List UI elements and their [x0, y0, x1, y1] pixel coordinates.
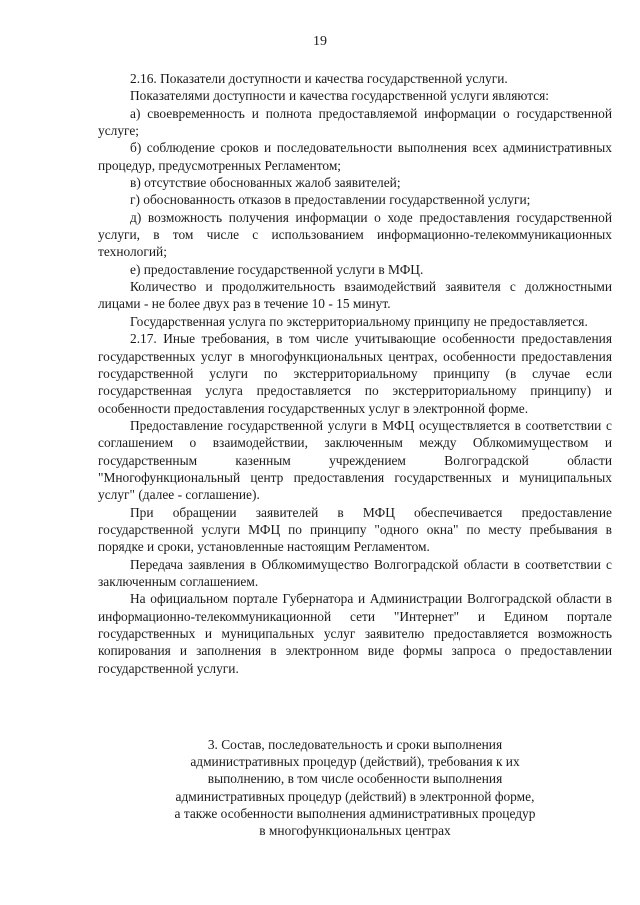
- paragraph-transfer: Передача заявления в Облкомимущество Волгоградской области в соответствии с заключенным соглашением.: [98, 556, 612, 589]
- heading-line: 3. Состав, последовательность и сроки выполнения: [207, 737, 503, 752]
- paragraph-2-17: 2.17. Иные требования, в том числе учитывающие особенности предоставления государственных услуг в многофункциональных центрах, особенности предоставления государственной услуги по экстерриториальному принципу (в случае если государственная услуга предоставляется по экстерриториальному принципу) и особенности предоставления государственных услуг в электронной форме.: [98, 331, 612, 416]
- heading-line: выполнению, в том числе особенности выполнения: [207, 771, 503, 787]
- paragraph-2-16-heading: 2.16. Показатели доступности и качества государственной услуги.: [130, 71, 508, 86]
- document-body: [98, 70, 612, 677]
- paragraph-one-window: При обращении заявителей в МФЦ обеспечивается предоставление государственной услуги МФЦ по принципу "одного окна" по месту пребывания в порядке и сроки, установленные настоящим Регламентом.: [98, 504, 612, 555]
- list-item-d: д) возможность получения информации о ходе предоставления государственной услуги, в том числе с использованием информационно-телекоммуникационных технологий;: [98, 209, 612, 260]
- heading-line: административных процедур (действий) в электронной форме,: [175, 788, 535, 804]
- list-item-v: в) отсутствие обоснованных жалоб заявителей;: [130, 175, 401, 191]
- paragraph-portal: На официальном портале Губернатора и Администрации Волгоградской области в информационно-телекоммуникационной сети "Интернет" и Едином портале государственных и муниципальных услуг заявителю предоставляется возможность копирования и заполнения в электронном виде формы запроса о предоставлении государственной услуги.: [98, 591, 612, 676]
- list-item-g: г) обоснованность отказов в предоставлении государственной услуги;: [130, 192, 531, 208]
- paragraph-interactions: Количество и продолжительность взаимодействий заявителя с должностными лицами - не более двух раз в течение 10 - 15 минут.: [98, 279, 612, 312]
- page-number: 19: [313, 34, 327, 49]
- paragraph-mfc-agreement: Предоставление государственной услуги в МФЦ осуществляется в соответствии с соглашением о взаимодействии, заключенным между Облкомимуществом и государственным казенным учреждением Волгоградской области "Многофункциональный центр предоставления государственных и муниципальных услуг" (далее - соглашение).: [98, 417, 612, 503]
- heading-line: в многофункциональных центрах: [259, 823, 451, 839]
- list-item-e: е) предоставление государственной услуги в МФЦ.: [130, 261, 424, 277]
- paragraph-extraterritorial: Государственная услуга по экстерриториальному принципу не предоставляется.: [130, 313, 588, 329]
- list-item-b: б) соблюдение сроков и последовательности выполнения всех административных процедур, предусмотренных Регламентом;: [98, 140, 612, 173]
- section-3-heading: [98, 736, 612, 839]
- heading-line: административных процедур (действий), требования к их: [190, 754, 520, 770]
- list-item-a: а) своевременность и полнота предоставляемой информации о государственной услуге;: [98, 105, 612, 139]
- heading-line: а также особенности выполнения административных процедур: [174, 805, 536, 821]
- paragraph-indicators-intro: Показателями доступности и качества государственной услуги являются:: [130, 88, 550, 104]
